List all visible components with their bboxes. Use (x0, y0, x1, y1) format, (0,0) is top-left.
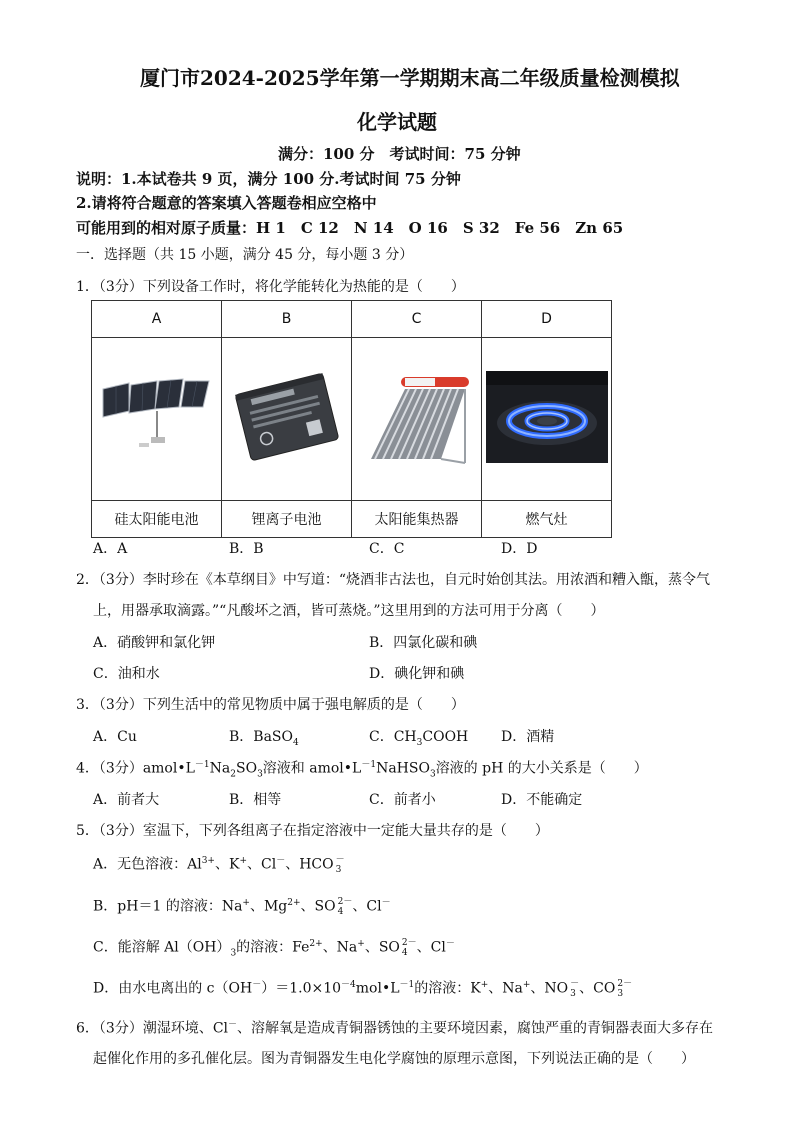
q3-option-b[interactable]: B．BaSO$_4$ (229, 729, 299, 748)
q1-option-c[interactable]: C．C (369, 541, 405, 557)
q1-caption-c: 太阳能集热器 (352, 501, 482, 538)
q2-option-a[interactable]: A．硝酸钾和氯化钾 (93, 635, 216, 651)
q6-stem-line2: 起催化作用的多孔催化层。图为青铜器发生电化学腐蚀的原理示意图，下列说法正确的是（ ） (93, 1051, 695, 1067)
q2-option-d[interactable]: D．碘化钾和碘 (369, 666, 465, 682)
exam-meta: 满分：100 分 考试时间：75 分钟 (278, 145, 521, 163)
q3-stem: 3．（3分）下列生活中的常见物质中属于强电解质的是（ ） (76, 697, 465, 713)
q1-header-b: B (222, 301, 352, 338)
q6-stem-line1: 6．（3分）潮湿环境、Cl－、溶解氧是造成青铜器锈蚀的主要环境因素，腐蚀严重的青铜器表面大多存在 (76, 1020, 714, 1037)
q3-option-d[interactable]: D．酒精 (501, 729, 555, 745)
q1-image-a (92, 338, 222, 501)
solar-water-heater-icon (361, 367, 473, 467)
q1-caption-d: 燃气灶 (482, 501, 612, 538)
q1-image-d (482, 338, 612, 501)
q1-image-table (91, 300, 612, 538)
gas-stove-flame-icon (486, 371, 608, 463)
note-1: 说明：1.本试卷共 9 页，满分 100 分.考试时间 75 分钟 (76, 170, 461, 188)
q1-option-a[interactable]: A．A (93, 541, 128, 557)
q1-header-c: C (352, 301, 482, 338)
q1-option-d[interactable]: D．D (501, 541, 538, 557)
q4-option-d[interactable]: D．不能确定 (501, 792, 583, 808)
q2-stem-line1: 2．（3分）李时珍在《本草纲目》中写道：“烧酒非古法也，自元时始创其法。用浓酒和糟入甑，蒸令气 (76, 572, 710, 588)
q4-option-b[interactable]: B．相等 (229, 792, 282, 808)
q4-option-c[interactable]: C．前者小 (369, 792, 436, 808)
q1-header-d: D (482, 301, 612, 338)
note-atomic-masses: 可能用到的相对原子质量：H 1 C 12 N 14 O 16 S 32 Fe 56 Zn 65 (76, 219, 624, 237)
q3-option-a[interactable]: A．Cu (93, 729, 137, 745)
q5-option-c[interactable]: C．能溶解 $Al(OH)_3$的溶液：$Fe^{2+}$、Na+、SO 2－ 4 、Cl－ (93, 937, 455, 959)
solar-panel-icon (99, 377, 215, 457)
q5-option-a[interactable]: A．无色溶液：$Al^{3+}$、K+、Cl－、HCO － 3 (93, 854, 345, 875)
q1-stem: 1．（3分）下列设备工作时，将化学能转化为热能的是（ ） (76, 279, 465, 295)
q2-stem-line2: 上，用器承取滴露。”“凡酸坏之酒，皆可蒸烧。”这里用到的方法可用于分离（ ） (93, 603, 605, 619)
exam-subject-title: 化学试题 (357, 110, 437, 134)
q5-option-b[interactable]: B．pH＝1 的溶液：Na+、$Mg^{2+}$、SO 2－ 4 、Cl－ (93, 896, 391, 917)
note-2: 2.请将符合题意的答案填入答题卷相应空格中 (76, 194, 377, 212)
q5-stem: 5．（3分）室温下，下列各组离子在指定溶液中一定能大量共存的是（ ） (76, 823, 549, 839)
q3-option-c[interactable]: C．$CH_3COOH$ (369, 729, 469, 748)
q4-stem: 4．（3分）$amol•L^{-1}Na_2SO_3$溶液和 $amol•L^{-1}NaHSO_3$溶液的 pH 的大小关系是（ ） (76, 760, 648, 780)
q1-image-c (352, 338, 482, 501)
q1-header-a: A (92, 301, 222, 338)
q2-option-b[interactable]: B．四氯化碳和碘 (369, 635, 478, 651)
battery-icon (232, 369, 342, 465)
q4-option-a[interactable]: A．前者大 (93, 792, 160, 808)
q5-option-d[interactable]: D．由水电离出的 $c(OH^-)=1.0\times 10^{-4}mol•L^{-1}$的溶液：K+、Na+、NO － 3 、CO 2－ 3 (93, 978, 633, 999)
q1-image-b (222, 338, 352, 501)
section-heading: 一．选择题（共 15 小题，满分 45 分，每小题 3 分） (76, 247, 414, 263)
q2-option-c[interactable]: C．油和水 (93, 666, 160, 682)
q1-caption-a: 硅太阳能电池 (92, 501, 222, 538)
q1-option-b[interactable]: B．B (229, 541, 264, 557)
q1-caption-b: 锂离子电池 (222, 501, 352, 538)
exam-title: 厦门市2024-2025学年第一学期期末高二年级质量检测模拟 (140, 66, 680, 90)
